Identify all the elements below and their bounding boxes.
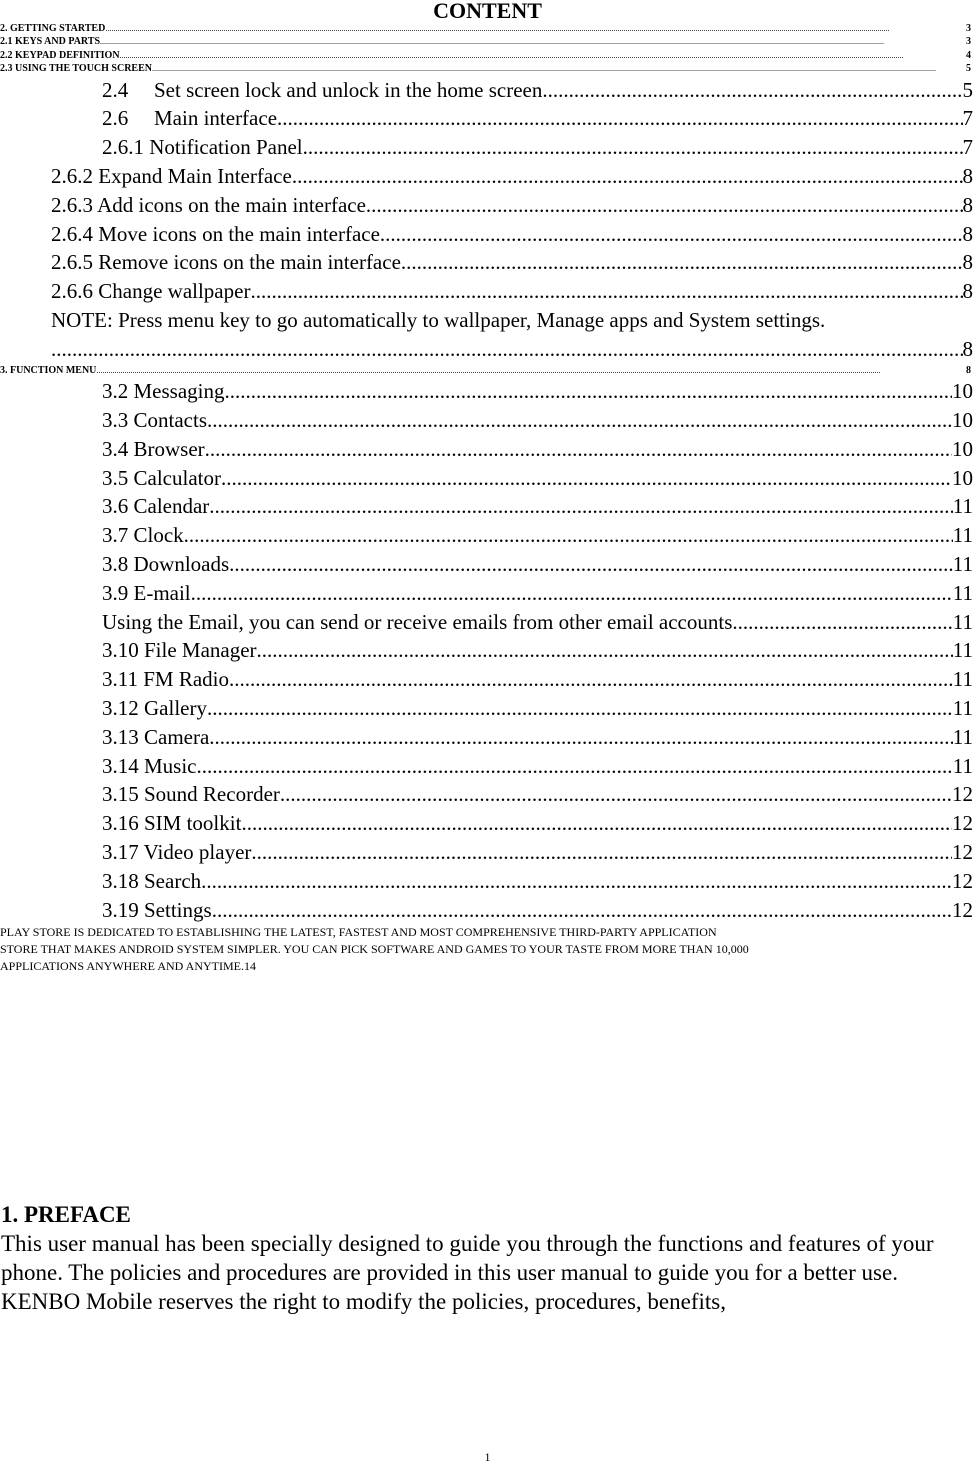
toc-title: 3.3 Contacts bbox=[102, 408, 207, 432]
toc-entry[interactable] bbox=[0, 377, 975, 406]
toc-title: 3.11 FM Radio bbox=[102, 667, 229, 692]
toc-page: 11 bbox=[952, 753, 973, 778]
leader-dots bbox=[303, 133, 963, 162]
toc-label bbox=[102, 76, 542, 105]
toc-number: 2.4 bbox=[102, 77, 129, 102]
toc-entry[interactable] bbox=[0, 694, 975, 723]
toc-page: 11 bbox=[952, 609, 973, 634]
toc-title: 2.6.5 Remove icons on the main interface bbox=[51, 250, 401, 275]
toc-entry[interactable] bbox=[0, 49, 975, 62]
toc-entry[interactable] bbox=[0, 636, 975, 665]
toc-page: 7 bbox=[962, 106, 973, 131]
toc-note[interactable]: NOTE: Press menu key to go automatically to wallpaper, Manage apps and System settings. bbox=[51, 308, 826, 332]
toc-page: 14 bbox=[244, 959, 257, 974]
toc-title: 2.6.2 Expand Main Interface bbox=[51, 164, 292, 189]
toc-page: 11 bbox=[952, 667, 973, 692]
toc-title: 3.5 Calculator bbox=[102, 465, 221, 490]
toc-title: 2.6.4 Move icons on the main interface bbox=[51, 221, 380, 246]
leader-dots bbox=[280, 780, 952, 809]
toc-title: Using the Email, you can send or receive emails from other email accounts. bbox=[102, 609, 738, 634]
toc-page: 8 bbox=[962, 221, 973, 246]
toc-entry[interactable] bbox=[0, 406, 975, 435]
toc-entry[interactable] bbox=[0, 133, 975, 162]
toc-page: 8 bbox=[966, 364, 971, 376]
leader-dots bbox=[105, 22, 966, 35]
leader-dots bbox=[292, 162, 963, 191]
toc-page: 11 bbox=[952, 695, 973, 720]
leader-dots bbox=[184, 521, 953, 550]
toc-page: 12 bbox=[952, 839, 973, 864]
leader-dots bbox=[96, 364, 966, 377]
toc-entry[interactable] bbox=[0, 22, 975, 35]
leader-dots bbox=[100, 35, 966, 48]
toc-entry[interactable] bbox=[0, 723, 975, 752]
preface-body: This user manual has been specially designed to guide you through the functions and features of your phone. The policies and procedures are provided in this user manual to guide you for a better use. KENBO Mobile reserves the right to modify the policies, procedures, benefits, bbox=[1, 1231, 934, 1314]
toc-entry[interactable] bbox=[0, 35, 975, 48]
toc-entry[interactable] bbox=[0, 809, 975, 838]
toc-entry[interactable] bbox=[0, 838, 975, 867]
toc-title: 3.16 SIM toolkit bbox=[102, 811, 242, 836]
leader-dots bbox=[257, 636, 953, 665]
leader-dots bbox=[191, 579, 953, 608]
play-store-last-line bbox=[0, 958, 961, 975]
toc-page: 3 bbox=[966, 36, 971, 48]
toc-title: 3.7 Clock bbox=[102, 523, 184, 548]
leader-dots bbox=[207, 694, 953, 723]
leader-dots bbox=[738, 608, 953, 637]
toc-title: 3.14 Music bbox=[102, 753, 197, 778]
leader-dots bbox=[380, 220, 963, 249]
toc-page: 11 bbox=[952, 551, 973, 576]
toc-title: 3.4 Browser bbox=[102, 436, 205, 461]
toc-page: 7 bbox=[962, 135, 973, 160]
toc-page: 12 bbox=[952, 897, 973, 922]
toc-entry[interactable] bbox=[0, 752, 975, 781]
leader-dots bbox=[250, 277, 962, 306]
toc-title: 3.8 Downloads bbox=[102, 551, 230, 576]
toc-entry[interactable] bbox=[0, 277, 975, 306]
table-of-contents bbox=[0, 22, 975, 975]
toc-entry[interactable] bbox=[0, 492, 975, 521]
toc-entry[interactable] bbox=[0, 191, 975, 220]
toc-entry[interactable] bbox=[0, 364, 975, 377]
toc-page: 8 bbox=[962, 250, 973, 275]
preface-section bbox=[1, 1201, 971, 1316]
toc-title: 2.6.1 Notification Panel bbox=[102, 135, 303, 160]
toc-entry-play-store[interactable] bbox=[0, 924, 975, 975]
toc-entry[interactable] bbox=[0, 550, 975, 579]
toc-title: 3.10 File Manager bbox=[102, 638, 257, 663]
toc-page: 12 bbox=[952, 811, 973, 836]
toc-entry[interactable] bbox=[0, 435, 975, 464]
leader-dots bbox=[197, 752, 953, 781]
toc-title: 2. GETTING STARTED bbox=[0, 23, 106, 34]
toc-title: Set screen lock and unlock in the home screen bbox=[154, 77, 543, 102]
leader-dots bbox=[241, 809, 952, 838]
toc-entry[interactable] bbox=[0, 220, 975, 249]
toc-page: 4 bbox=[966, 49, 971, 61]
toc-title: 3.19 Settings bbox=[102, 897, 212, 922]
leader-dots bbox=[221, 464, 952, 493]
toc-page: 5 bbox=[962, 77, 973, 102]
preface-heading: 1. PREFACE bbox=[1, 1202, 131, 1227]
toc-entry[interactable] bbox=[0, 62, 975, 75]
toc-page: 10 bbox=[952, 379, 973, 404]
toc-page: 10 bbox=[952, 465, 973, 490]
toc-entry[interactable] bbox=[0, 579, 975, 608]
leader-dots bbox=[229, 550, 953, 579]
toc-title: 2.3 USING THE TOUCH SCREEN bbox=[0, 63, 152, 75]
toc-entry[interactable] bbox=[0, 521, 975, 550]
toc-entry[interactable] bbox=[0, 867, 975, 896]
leader-dots bbox=[209, 723, 952, 752]
toc-title: 3.13 Camera bbox=[102, 724, 210, 749]
toc-page: 5 bbox=[966, 63, 971, 75]
play-store-text-line: STORE THAT MAKES ANDROID SYSTEM SIMPLER. YOU CAN PICK SOFTWARE AND GAMES TO YOUR TASTE FROM MORE THAN 10,000 bbox=[0, 942, 749, 957]
leader-dots bbox=[401, 248, 963, 277]
toc-title: 2.1 KEYS AND PARTS bbox=[0, 36, 101, 48]
toc-title: 3.18 Search bbox=[102, 868, 202, 893]
toc-page: 8 bbox=[962, 337, 973, 361]
toc-entry[interactable] bbox=[0, 608, 975, 637]
leader-dots bbox=[251, 838, 952, 867]
toc-page: 11 bbox=[952, 494, 973, 519]
leader-dots bbox=[201, 867, 952, 896]
toc-title: 2.2 KEYPAD DEFINITION bbox=[0, 49, 120, 61]
leader-dots bbox=[51, 335, 963, 364]
toc-entry[interactable] bbox=[0, 162, 975, 191]
toc-entry[interactable] bbox=[0, 248, 975, 277]
toc-title: Main interface bbox=[154, 106, 278, 131]
leader-dots bbox=[207, 406, 952, 435]
toc-note-leader[interactable] bbox=[0, 335, 975, 364]
toc-number: 2.6 bbox=[102, 106, 129, 131]
toc-page: 11 bbox=[952, 580, 973, 605]
toc-page: 12 bbox=[952, 868, 973, 893]
leader-dots bbox=[120, 49, 966, 62]
toc-page: 8 bbox=[962, 279, 973, 304]
toc-entry[interactable] bbox=[0, 104, 975, 133]
toc-title: 3.6 Calendar bbox=[102, 494, 210, 519]
toc-title: 3.15 Sound Recorder bbox=[102, 782, 280, 807]
toc-entry[interactable] bbox=[0, 76, 975, 105]
toc-entry[interactable] bbox=[0, 780, 975, 809]
toc-entry[interactable] bbox=[0, 896, 975, 925]
play-store-text-line: PLAY STORE IS DEDICATED TO ESTABLISHING THE LATEST, FASTEST AND MOST COMPREHENSIVE THIRD-PARTY APPLICATION bbox=[0, 925, 717, 940]
toc-page: 10 bbox=[952, 436, 973, 461]
leader-dots bbox=[205, 435, 952, 464]
toc-page: 12 bbox=[952, 782, 973, 807]
toc-label bbox=[102, 104, 277, 133]
leader-dots bbox=[229, 665, 953, 694]
toc-title: 3.9 E-mail bbox=[102, 580, 191, 605]
leader-dots bbox=[152, 62, 966, 75]
toc-page: 8 bbox=[962, 192, 973, 217]
page-number: 1 bbox=[484, 1450, 491, 1464]
toc-entry[interactable] bbox=[0, 464, 975, 493]
toc-page: 8 bbox=[962, 164, 973, 189]
toc-title: 3.17 Video player bbox=[102, 839, 252, 864]
toc-title: 3.12 Gallery bbox=[102, 695, 207, 720]
toc-page: 11 bbox=[952, 523, 973, 548]
toc-title: 2.6.6 Change wallpaper bbox=[51, 279, 251, 304]
leader-dots bbox=[542, 76, 962, 105]
toc-title: 3. FUNCTION MENU bbox=[0, 364, 97, 376]
toc-page: 3 bbox=[966, 23, 971, 34]
leader-dots bbox=[225, 377, 953, 406]
page-title: CONTENT bbox=[433, 0, 542, 23]
toc-title: 2.6.3 Add icons on the main interface bbox=[51, 192, 366, 217]
toc-page: 11 bbox=[952, 724, 973, 749]
toc-entry[interactable] bbox=[0, 665, 975, 694]
toc-title: 3.2 Messaging bbox=[102, 379, 225, 404]
toc-page: 11 bbox=[952, 638, 973, 663]
leader-dots bbox=[366, 191, 963, 220]
leader-dots bbox=[209, 492, 952, 521]
leader-dots bbox=[277, 104, 962, 133]
toc-page: 10 bbox=[952, 408, 973, 432]
play-store-text-line: APPLICATIONS ANYWHERE AND ANYTIME. bbox=[0, 959, 245, 974]
leader-dots bbox=[212, 896, 952, 925]
